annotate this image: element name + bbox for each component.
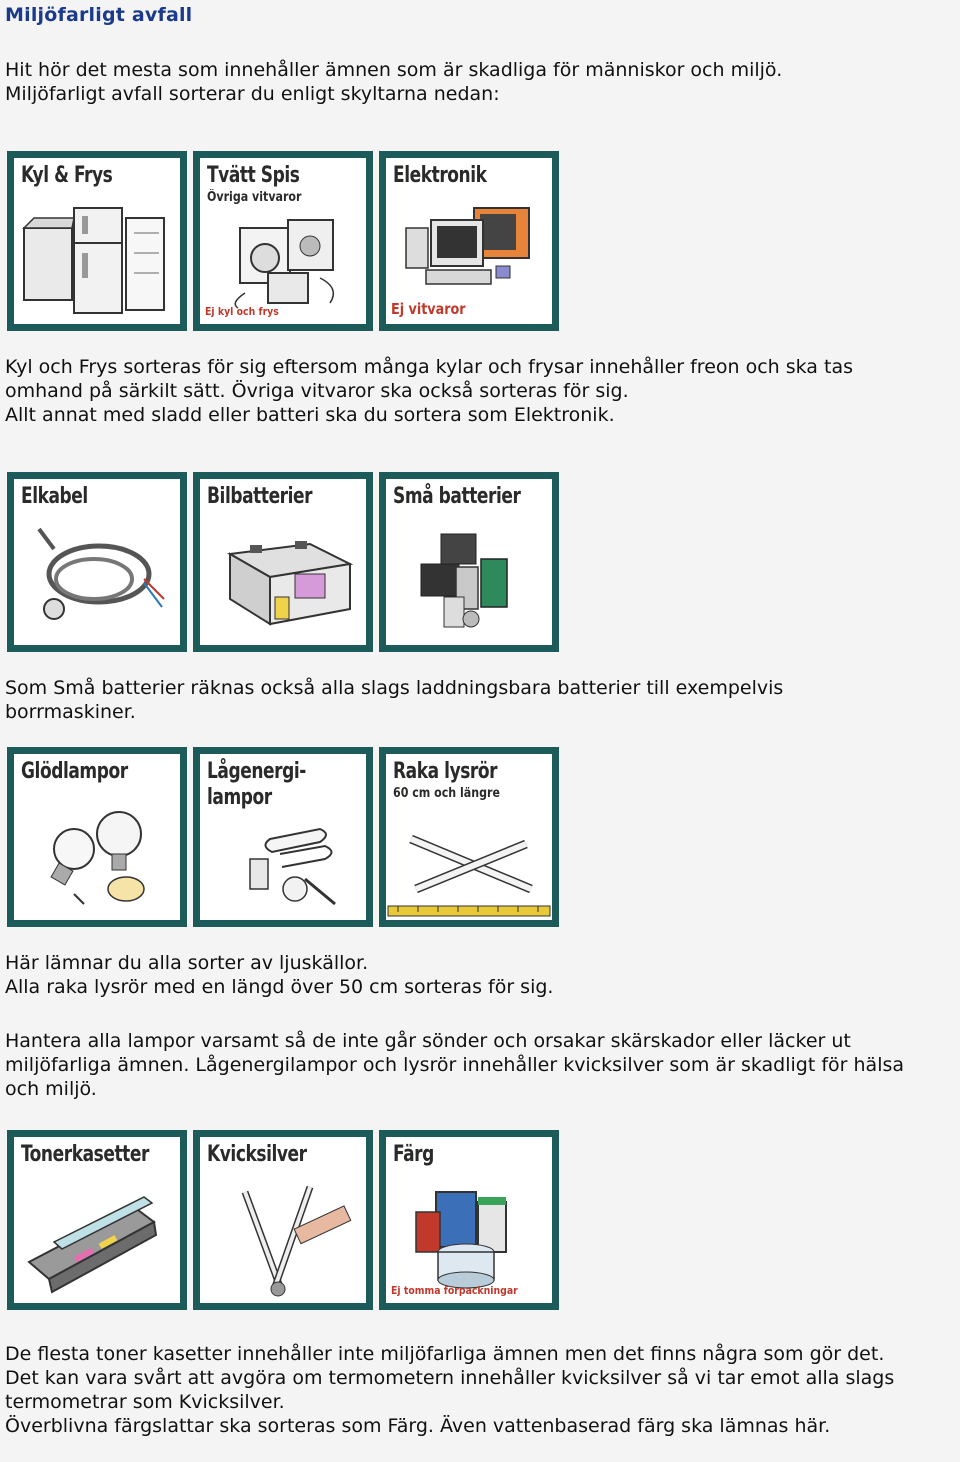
sign-subtitle: 60 cm och längre (393, 786, 500, 801)
appliances-text (5, 355, 957, 427)
lamps-text (5, 951, 957, 999)
sign-title: Raka lysrör (393, 759, 498, 784)
sign-kvicksilver (193, 1130, 373, 1310)
text-line: Alla raka lysrör med en längd över 50 cm sorteras för sig. (5, 976, 554, 998)
intro-text (5, 58, 957, 106)
text-line: borrmaskiner. (5, 701, 136, 723)
sign-elektronik (379, 151, 559, 331)
text-line: miljöfarliga ämnen. Lågenergilampor och lysrör innehåller kvicksilver som är skadligt för hälsa (5, 1054, 905, 1076)
sign-elkabel (7, 472, 187, 652)
text-line: Allt annat med sladd eller batteri ska du sortera som Elektronik. (5, 404, 615, 426)
sign-footer: Ej tomma förpackningar (391, 1284, 518, 1297)
text-line: Hantera alla lampor varsamt så de inte går sönder och orsakar skärskador eller läcker ut (5, 1030, 851, 1052)
intro-line: Hit hör det mesta som innehåller ämnen som är skadliga för människor och miljö. (5, 59, 783, 81)
sign-tvatt-spis (193, 151, 373, 331)
sign-title-line2: lampor (207, 785, 272, 810)
sign-raka-lysror (379, 747, 559, 927)
sign-bilbatterier (193, 472, 373, 652)
sign-footer: Ej kyl och frys (205, 305, 279, 318)
sign-kyl-frys (7, 151, 187, 331)
text-line: omhand på särkilt sätt. Övriga vitvaror ska också sorteras för sig. (5, 380, 629, 402)
text-line: Det kan vara svårt att avgöra om termometern innehåller kvicksilver så vi tar emot alla slags (5, 1367, 895, 1389)
sign-title: Elkabel (21, 484, 88, 509)
sign-title: Elektronik (393, 163, 487, 188)
text-line: De flesta toner kasetter innehåller inte miljöfarliga ämnen men det finns några som gör det. (5, 1343, 885, 1365)
sign-footer: Ej vitvaror (391, 300, 466, 318)
sign-farg (379, 1130, 559, 1310)
sign-title: Små batterier (393, 484, 521, 509)
sign-glodlampor (7, 747, 187, 927)
batteries-text (5, 676, 957, 724)
sign-title: Kyl & Frys (21, 163, 113, 188)
text-line: Som Små batterier räknas också alla slags laddningsbara batterier till exempelvis (5, 677, 784, 699)
sign-title: Lågenergi- (207, 759, 306, 784)
toner-mercury-paint-text (5, 1342, 957, 1438)
sign-title: Glödlampor (21, 759, 128, 784)
sign-title: Färg (393, 1142, 434, 1167)
text-line: och miljö. (5, 1078, 97, 1100)
text-line: termometrar som Kvicksilver. (5, 1391, 285, 1413)
sign-tonerkasetter (7, 1130, 187, 1310)
page-title: Miljöfarligt avfall (5, 4, 193, 26)
text-line: Överblivna färgslattar ska sorteras som Färg. Även vattenbaserad färg ska lämnas här. (5, 1415, 831, 1437)
sign-subtitle: Övriga vitvaror (207, 190, 302, 205)
sign-title: Tvätt Spis (207, 163, 300, 188)
intro-line: Miljöfarligt avfall sorterar du enligt skyltarna nedan: (5, 83, 500, 105)
sign-title: Bilbatterier (207, 484, 313, 509)
lamps-handling-text (5, 1029, 957, 1101)
text-line: Kyl och Frys sorteras för sig eftersom många kylar och frysar innehåller freon och ska tas (5, 356, 853, 378)
sign-title: Kvicksilver (207, 1142, 307, 1167)
sign-sma-batterier (379, 472, 559, 652)
sign-title: Tonerkasetter (21, 1142, 149, 1167)
text-line: Här lämnar du alla sorter av ljuskällor. (5, 952, 369, 974)
sign-lagenergilampor (193, 747, 373, 927)
